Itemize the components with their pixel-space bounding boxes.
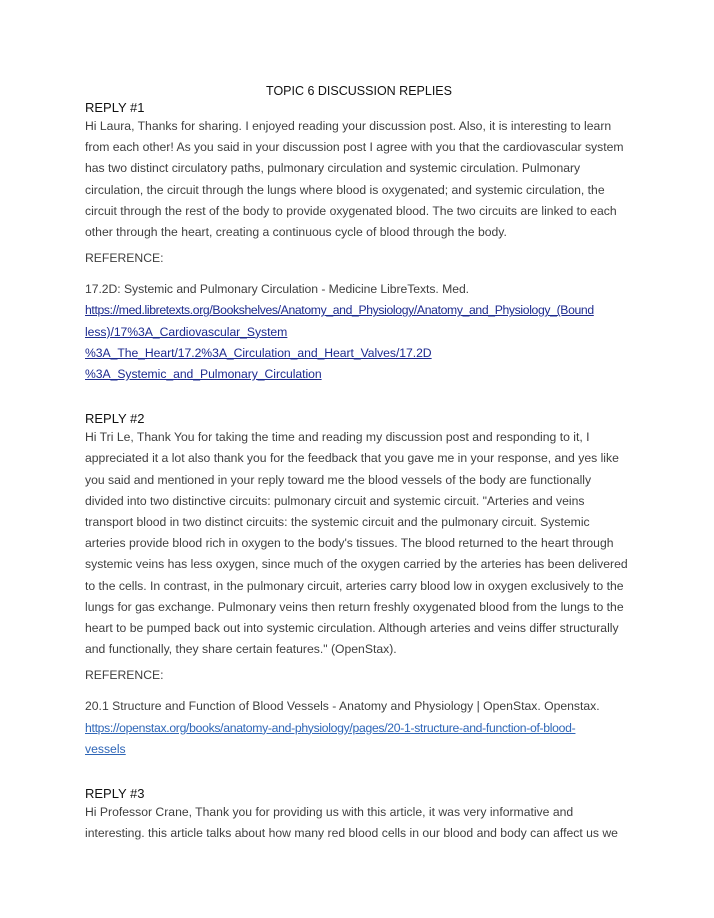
reply-1-url-line: less)/17%3A_Cardiovascular_System: [85, 324, 288, 339]
reply-2-url-line: https://openstax.org/books/anatomy-and-physiology/pages/20-1-structure-and-function-of-blood-: [85, 720, 576, 735]
reply-1-url-line: %3A_The_Heart/17.2%3A_Circulation_and_Heart_Valves/17.2D: [85, 345, 432, 360]
reply-1-url-line: %3A_Systemic_and_Pulmonary_Circulation: [85, 367, 322, 382]
reply-2-reference-link[interactable]: [85, 718, 633, 760]
reply-3-body: Hi Professor Crane, Thank you for providing us with this article, it was very informative and interesting. this article talks about how many red blood cells in our blood and body can affect us we: [85, 805, 618, 841]
reply-2-url-line: vessels: [85, 741, 126, 756]
reply-2-citation: [85, 696, 633, 760]
reply-1-section: [85, 100, 633, 385]
reply-3-section: [85, 786, 633, 844]
reply-2-body: Hi Tri Le, Thank You for taking the time and reading my discussion post and responding to it, I appreciated it a lot also thank you for the feedback that you gave me in your response, and yes like you said and mentioned in your reply toward me the blood vessels of the body are functionally divided into two distinctive circuits: pulmonary circuit and systemic circuit. "Arteries and veins transport blood in two distinct circuits: the systemic circuit and the pulmonary circuit. Systemic arteries provide blood rich in oxygen to the body's tissues. The blood returned to the heart through systemic veins has less oxygen, since much of the oxygen carried by the arteries has been delivered to the cells. In contrast, in the pulmonary circuit, arteries carry blood low in oxygen exclusively to the lungs for gas exchange. Pulmonary veins then return freshly oxygenated blood from the lungs to the heart to be pumped back out into systemic circulation. Although arteries and veins differ structurally and functionally, they share certain features." (OpenStax).: [85, 430, 628, 657]
reply-2-citation-text: 20.1 Structure and Function of Blood Vessels - Anatomy and Physiology | OpenStax. Openstax.: [85, 699, 600, 714]
reply-1-citation-text: 17.2D: Systemic and Pulmonary Circulation - Medicine LibreTexts. Med.: [85, 282, 470, 297]
reply-2-heading: REPLY #2: [85, 411, 145, 427]
reply-1-body: Hi Laura, Thanks for sharing. I enjoyed reading your discussion post. Also, it is interesting to learn from each other! As you said in your discussion post I agree with you that the cardiovascular system has two distinct circulatory paths, pulmonary circulation and systemic circulation. Pulmonary circulation, the circuit through the lungs where blood is oxygenated; and systemic circulation, the circuit through the rest of the body to provide oxygenated blood. The two circuits are linked to each other through the heart, creating a continuous cycle of blood through the body.: [85, 119, 624, 240]
reply-1-reference-label: REFERENCE:: [85, 251, 164, 266]
reply-2-reference-label: REFERENCE:: [85, 668, 164, 683]
reply-1-reference-link[interactable]: [85, 300, 633, 385]
reply-3-heading: REPLY #3: [85, 786, 145, 802]
reply-1-url-line: https://med.libretexts.org/Bookshelves/Anatomy_and_Physiology/Anatomy_and_Physiology_(Bound: [85, 303, 594, 318]
reply-2-section: [85, 411, 633, 760]
document-title: TOPIC 6 DISCUSSION REPLIES: [266, 84, 452, 98]
document-page: [85, 84, 633, 844]
reply-1-citation: [85, 279, 633, 385]
reply-1-heading: REPLY #1: [85, 100, 145, 115]
